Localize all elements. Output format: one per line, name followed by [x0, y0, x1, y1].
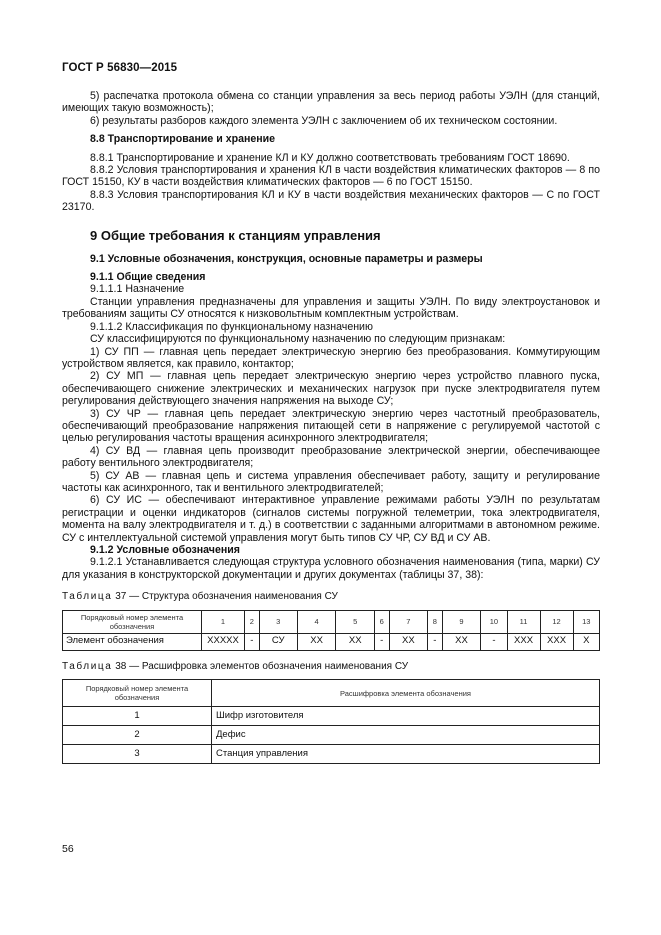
list-item: 4) СУ ВД — главная цепь производит преобразование электрической энергии, обеспечивающее работу вентильного электродвигателя;	[62, 444, 600, 470]
table-cell: -	[374, 633, 389, 650]
table-header-row	[63, 610, 600, 633]
table-row	[63, 745, 600, 764]
table-cell: XX	[336, 633, 375, 650]
table-caption-word: Таблица	[62, 591, 113, 603]
table-38	[62, 679, 600, 764]
table-37	[62, 610, 600, 651]
section-heading-9: 9 Общие требования к станциям управления	[90, 227, 381, 243]
table-cell: Станция управления	[212, 745, 600, 764]
table-cell: XXX	[507, 633, 540, 650]
paragraph: 9.1.1.1 Назначение	[90, 283, 185, 296]
table-header-cell: Расшифровка элемента обозначения	[212, 680, 600, 707]
table-cell: -	[428, 633, 443, 650]
table-caption-word: Таблица	[62, 660, 113, 672]
table-header-cell: 5	[336, 610, 375, 633]
list-item: 3) СУ ЧР — главная цепь передает электрическую энергию через частотный преобразователь, обеспечивающий преобразование напряжения питающей сети в напряжение с регулируемой частотой с целью регулирования частоты вращения асинхронного электродвигателя;	[62, 407, 600, 445]
list-item: 5) распечатка протокола обмена со станции управления за весь период работы УЭЛН (для станций, имеющих такую возможность);	[62, 90, 600, 115]
table-header-cell: 11	[507, 610, 540, 633]
table-header-cell: 3	[259, 610, 297, 633]
table-header-cell: 9	[442, 610, 481, 633]
subsection-heading-9-1: 9.1 Условные обозначения, конструкция, основные параметры и размеры	[90, 252, 483, 265]
table-row-label: Элемент обозначения	[63, 633, 202, 650]
paragraph: 8.8.2 Условия транспортирования и хранения КЛ в части воздействия климатических факторов — 8 по ГОСТ 15150, КУ в части воздействия климатических факторов — 6 по ГОСТ 15150.	[62, 164, 600, 189]
paragraph: СУ классифицируются по функциональному назначению по следующим признакам:	[90, 333, 506, 346]
table-cell: XX	[389, 633, 428, 650]
list-item: 6) СУ ИС — обеспечивают интерактивное управление режимами работы УЭЛН по результатам регистрации и оценки индикаторов (сигналов системы погружной телеметрии, тока электродвигателя, момента на валу электродвигателя и т. д.) в соответствии с заданными алгоритмами в автономном режиме. СУ с интеллектуальной системой управления могут быть типов СУ ЧР, СУ ВД и СУ АВ.	[62, 494, 600, 544]
table-cell: -	[245, 633, 260, 650]
paragraph: 9.1.2.1 Устанавливается следующая структура условного обозначения наименования (типа, марки) СУ для указания в конструкторской документации и других документах (таблицы 37, 38):	[62, 556, 600, 581]
table-row	[63, 633, 600, 650]
table-header-cell: Порядковый номер элемента обозначения	[63, 610, 202, 633]
table-caption-text: 37 — Структура обозначения наименования СУ	[115, 591, 338, 603]
table-cell: X	[573, 633, 599, 650]
table-caption-text: 38 — Расшифровка элементов обозначения наименования СУ	[115, 660, 409, 672]
table-cell: 2	[63, 726, 212, 745]
table-header-cell: 4	[297, 610, 336, 633]
table-row	[63, 707, 600, 726]
list-item: 2) СУ МП — главная цепь передает электрическую энергию через устройство плавного пуска, обеспечивающего снижение электрических и механических нагрузок при пуске электродвигателя путем регулирования действующего значения напряжения на выходе СУ;	[62, 370, 600, 408]
table-37-caption	[62, 591, 600, 603]
paragraph: Станции управления предназначены для управления и защиты УЭЛН. По виду электроустановок и требованиям защиты СУ относятся к низковольтным комплектным устройствам.	[62, 295, 600, 321]
subsection-heading-9-1-2: 9.1.2 Условные обозначения	[90, 544, 240, 556]
table-header-cell: 7	[389, 610, 428, 633]
list-item: 1) СУ ПП — главная цепь передает электрическую энергию без преобразования. Коммутирующим устройством является, как правило, контактор;	[62, 345, 600, 370]
table-cell: 1	[63, 707, 212, 726]
table-cell: 3	[63, 745, 212, 764]
subsection-heading-9-1-1: 9.1.1 Общие сведения	[90, 271, 206, 284]
section-heading-8-8: 8.8 Транспортирование и хранение	[90, 133, 276, 146]
table-header-cell: 1	[202, 610, 245, 633]
page-header: ГОСТ Р 56830—2015	[62, 62, 178, 74]
table-header-cell: 6	[374, 610, 389, 633]
table-cell: СУ	[259, 633, 297, 650]
table-cell: XX	[442, 633, 481, 650]
paragraph: 8.8.3 Условия транспортирования КЛ и КУ в части воздействия механических факторов — С по ГОСТ 23170.	[62, 188, 600, 214]
list-item: 6) результаты разборов каждого элемента УЭЛН с заключением об их техническом состоянии.	[90, 114, 558, 127]
table-header-cell: Порядковый номер элемента обозначения	[63, 680, 212, 707]
table-header-cell: 12	[540, 610, 573, 633]
table-header-row	[63, 680, 600, 707]
page-number: 56	[62, 843, 74, 855]
table-cell: Дефис	[212, 726, 600, 745]
table-cell: XXXXX	[202, 633, 245, 650]
table-header-cell: 13	[573, 610, 599, 633]
table-38-caption	[62, 661, 600, 673]
table-header-cell: 10	[481, 610, 507, 633]
table-cell: XX	[297, 633, 336, 650]
table-header-cell: 8	[428, 610, 443, 633]
table-row	[63, 726, 600, 745]
page-content	[62, 90, 600, 764]
table-cell: -	[481, 633, 507, 650]
paragraph: 9.1.1.2 Классификация по функциональному назначению	[90, 320, 373, 333]
table-header-cell: 2	[245, 610, 260, 633]
table-cell: Шифр изготовителя	[212, 707, 600, 726]
table-cell: XXX	[540, 633, 573, 650]
list-item: 5) СУ АВ — главная цепь и система управления обеспечивает работу, защиту и регулирование частоты как асинхронного, так и вентильного электродвигателей;	[62, 469, 600, 494]
paragraph: 8.8.1 Транспортирование и хранение КЛ и КУ должно соответствовать требованиям ГОСТ 18690.	[90, 151, 570, 164]
